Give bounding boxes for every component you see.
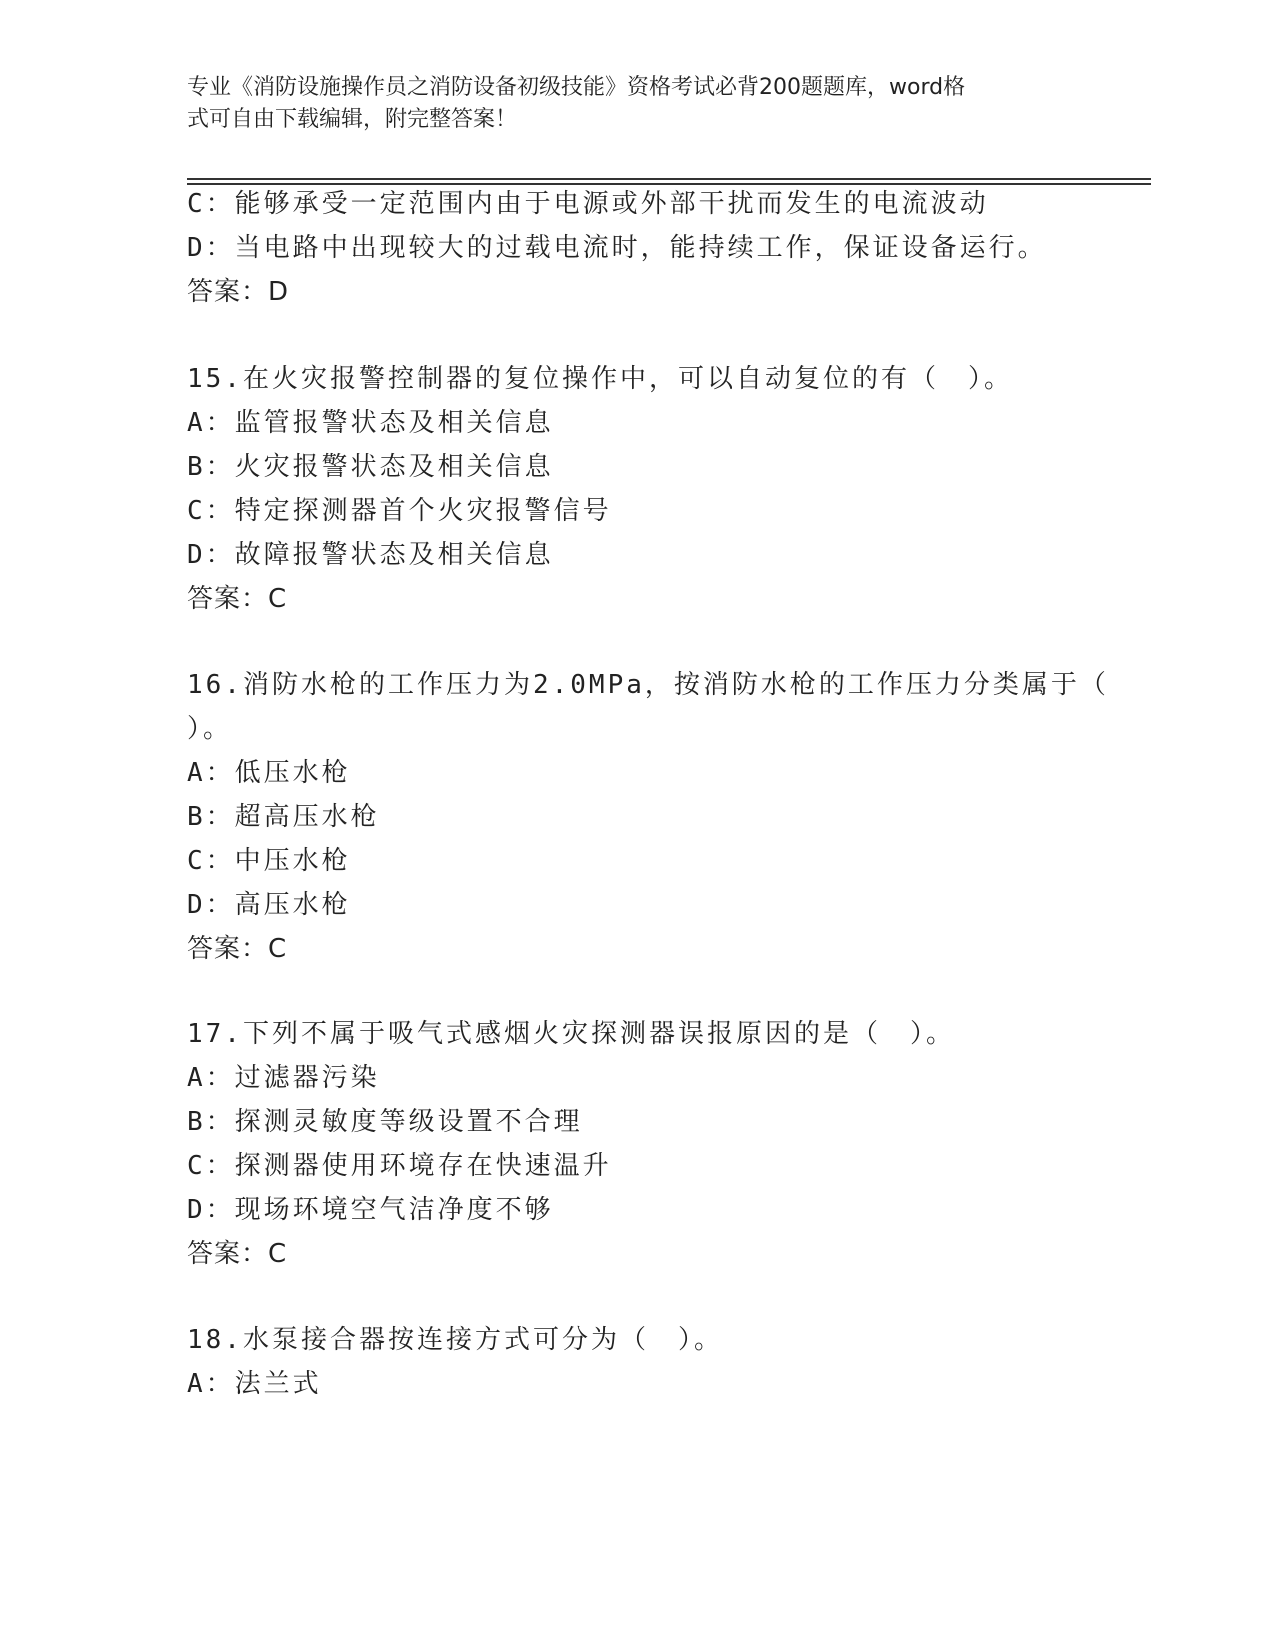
header-divider-bottom xyxy=(187,183,1151,185)
header-line-2: 式可自由下载编辑，附完整答案！ xyxy=(187,107,518,132)
question-stem-continued: ）。 xyxy=(187,714,233,744)
option-c: C：探测器使用环境存在快速温升 xyxy=(187,1151,612,1181)
answer: 答案：C xyxy=(187,1239,288,1269)
option-a: A：监管报警状态及相关信息 xyxy=(187,408,554,438)
option-c: C：中压水枪 xyxy=(187,846,351,876)
question-stem: 17.下列不属于吸气式感烟火灾探测器误报原因的是（ ）。 xyxy=(187,1019,955,1049)
option-d: D：故障报警状态及相关信息 xyxy=(187,540,554,570)
question-stem: 15.在火灾报警控制器的复位操作中，可以自动复位的有（ ）。 xyxy=(187,364,1013,394)
option-a: A：过滤器污染 xyxy=(187,1063,380,1093)
option-a: A：法兰式 xyxy=(187,1369,322,1399)
option-b: B：超高压水枪 xyxy=(187,802,380,832)
option-d: D：当电路中出现较大的过载电流时，能持续工作，保证设备运行。 xyxy=(187,233,1047,263)
answer: 答案：C xyxy=(187,934,288,964)
option-b: B：探测灵敏度等级设置不合理 xyxy=(187,1107,583,1137)
question-stem: 18.水泵接合器按连接方式可分为（ ）。 xyxy=(187,1325,723,1355)
document-header xyxy=(187,72,1087,136)
option-d: D：现场环境空气洁净度不够 xyxy=(187,1195,554,1225)
option-a: A：低压水枪 xyxy=(187,758,351,788)
header-line-1: 专业《消防设施操作员之消防设备初级技能》资格考试必背200题题库，word格 xyxy=(187,75,966,100)
option-b: B：火灾报警状态及相关信息 xyxy=(187,452,554,482)
question-stem: 16.消防水枪的工作压力为2.0MPa，按消防水枪的工作压力分类属于（ xyxy=(187,670,1109,700)
option-d: D：高压水枪 xyxy=(187,890,351,920)
answer: 答案：D xyxy=(187,277,290,307)
option-c: C：能够承受一定范围内由于电源或外部干扰而发生的电流波动 xyxy=(187,189,989,219)
header-divider-top xyxy=(187,178,1151,180)
option-c: C：特定探测器首个火灾报警信号 xyxy=(187,496,612,526)
answer: 答案：C xyxy=(187,584,288,614)
